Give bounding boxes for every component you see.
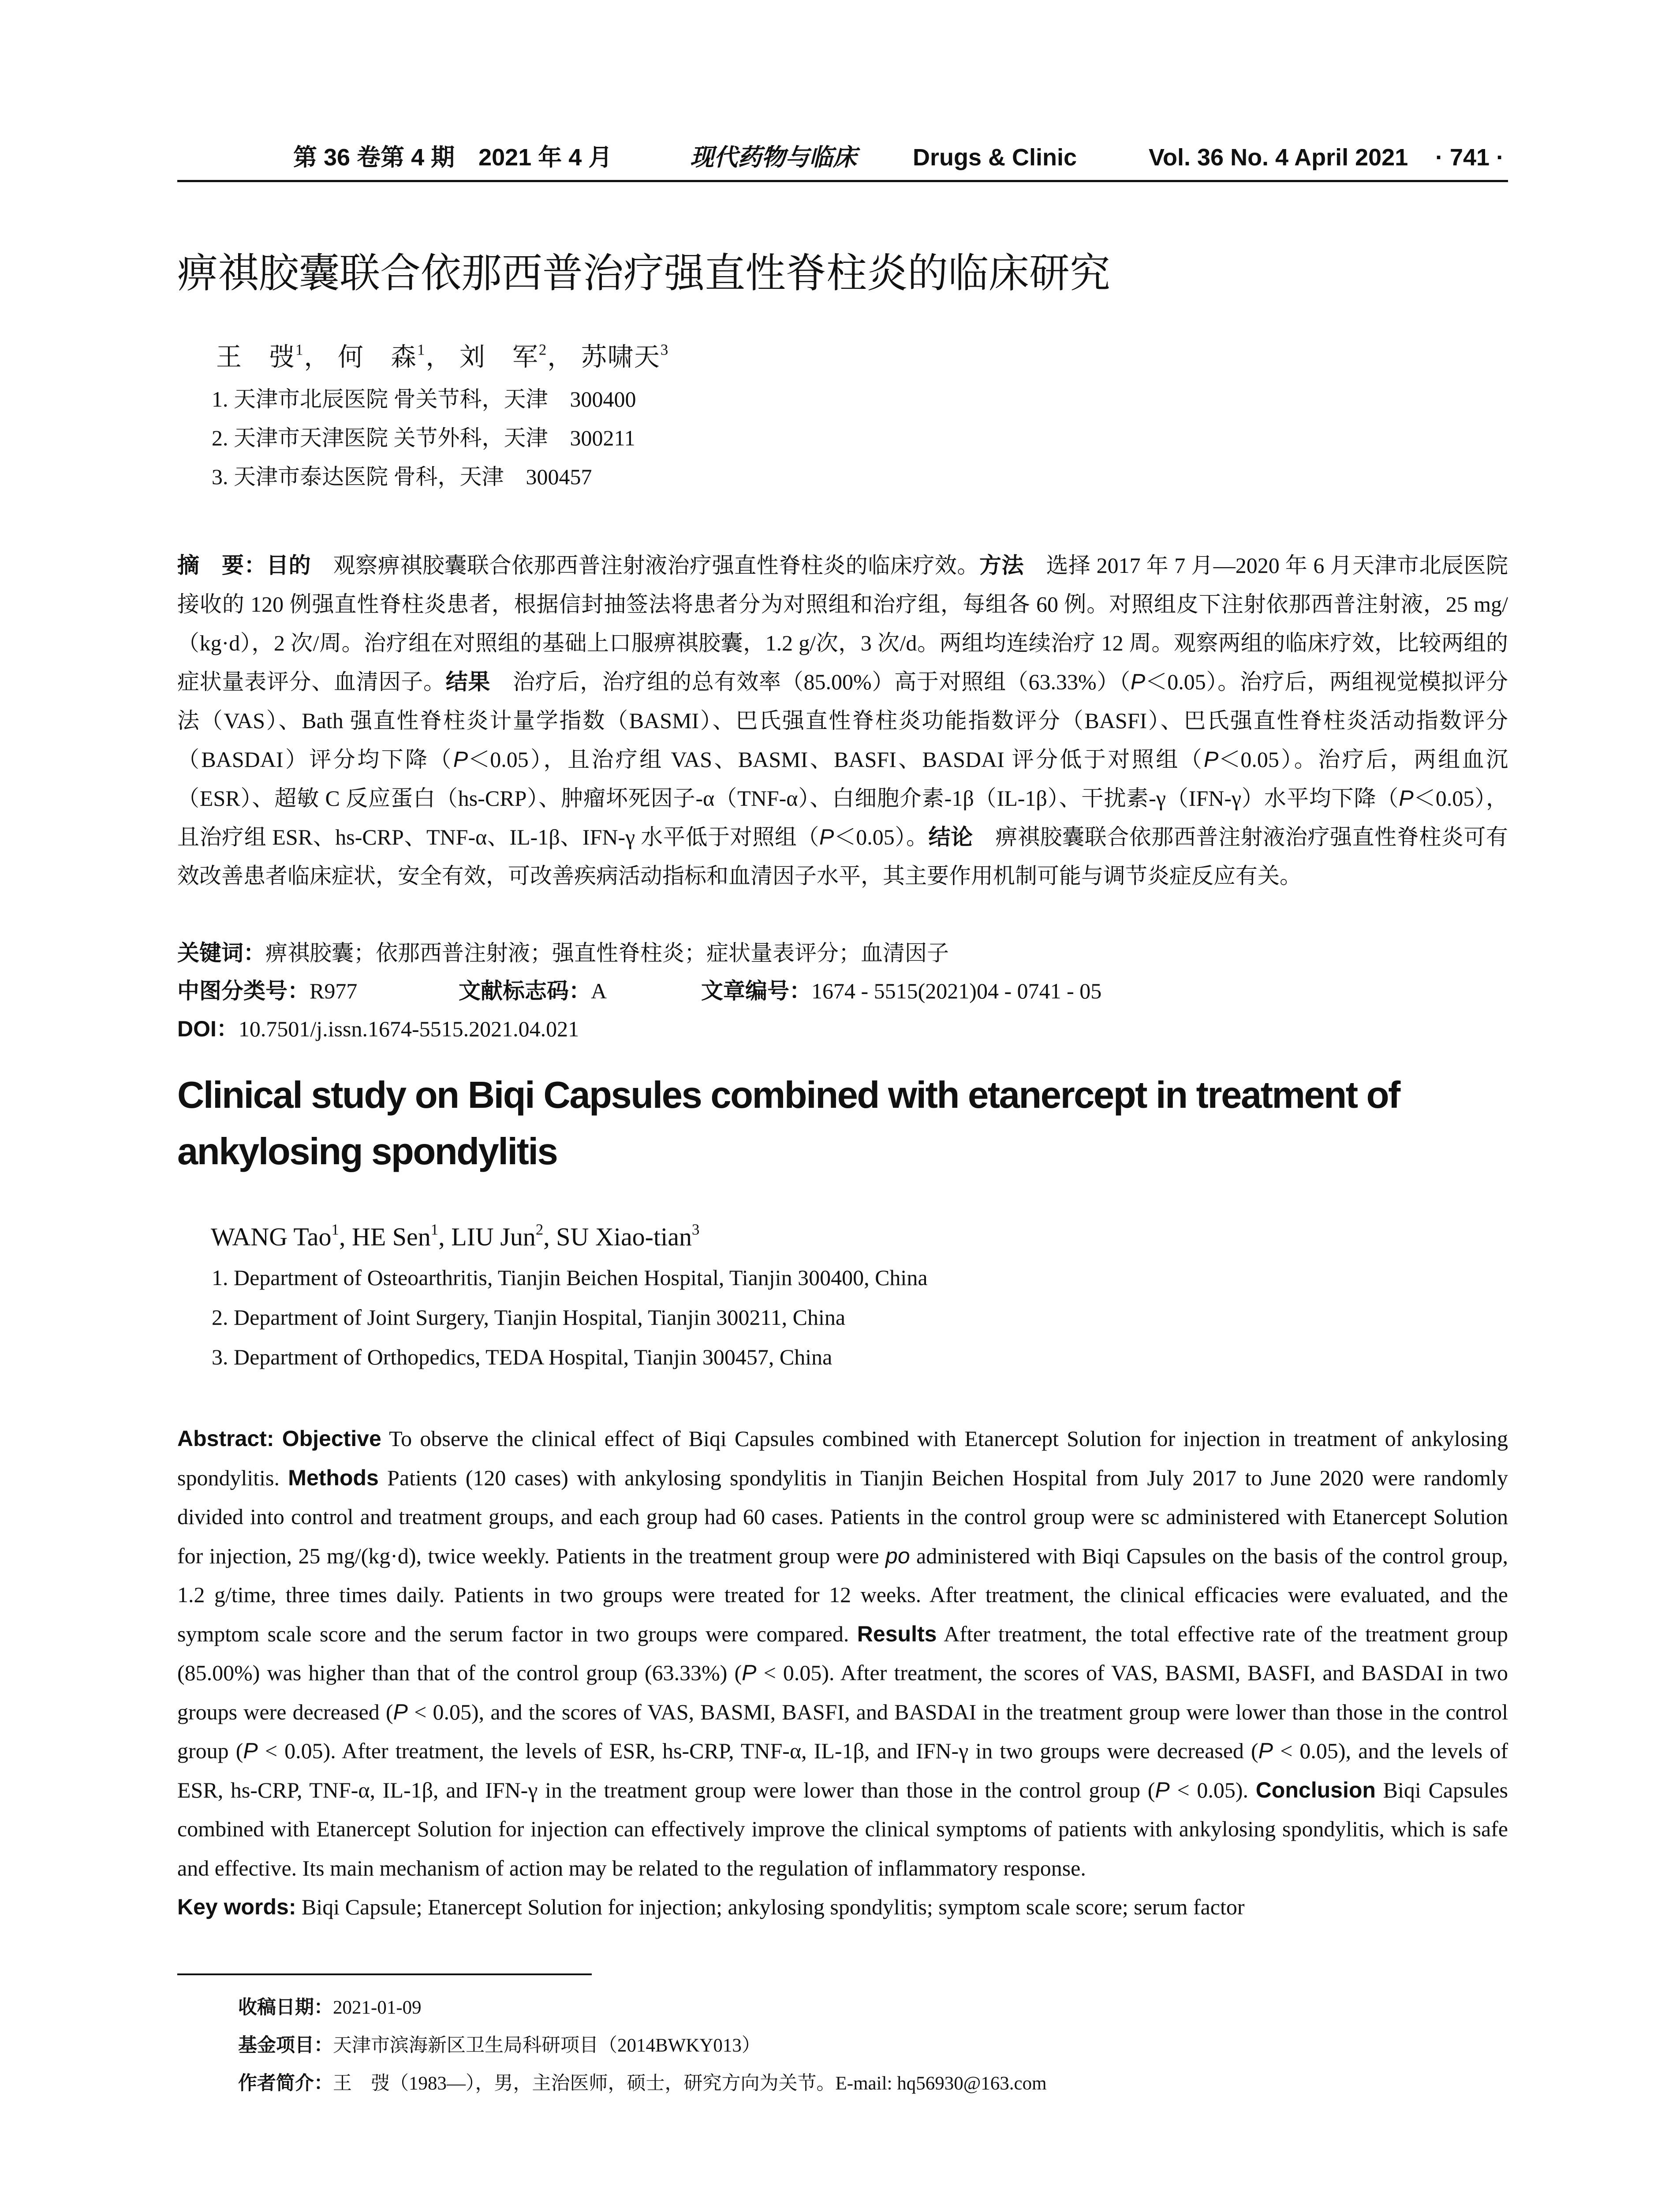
results-text-cn: ＜0.05）。治疗后，两组视觉模拟评分法（VAS）、Bath 强直性脊柱炎计量学指数（BASMI）、巴氏强直性脊柱炎功能指数评分（BASFI）、巴氏强直性脊柱炎活动指数评分（BASDAI）评分均下降（ xyxy=(177,669,1508,772)
po-italic: po xyxy=(885,1543,910,1568)
keywords-label-en: Key words: xyxy=(177,1895,296,1919)
p-value-symbol: P xyxy=(1204,747,1219,772)
p-value-symbol: P xyxy=(453,747,468,772)
results-text-en: < 0.05), and the levels of ESR, hs-CRP, TNF-α, IL-1β, and IFN-γ in the treatment group were lower than those in the control group ( xyxy=(177,1738,1508,1802)
doi-link[interactable]: 10.7501/j.issn.1674-5515.2021.04.021 xyxy=(238,1017,579,1041)
author-cn: 刘 军 xyxy=(459,343,539,371)
p-value-symbol: P xyxy=(393,1699,408,1724)
methods-text-en: Patients (120 cases) with ankylosing spondylitis in Tianjin Beichen Hospital from July 2017 to June 2020 were randomly divided into control and treatment groups, and each group had 60 cases. Patients in the control group were sc administered with Etanercept Solution for injection, 25 mg/(kg·d), twice weekly. Patients in the treatment group were xyxy=(177,1465,1508,1568)
conclusion-text-en: Biqi Capsules combined with Etanercept Solution for injection can effectively improve the clinical symptoms of patients with ankylosing spondylitis, which is safe and effective. Its main mechanism of action may be related to the regulation of inflammatory response. xyxy=(177,1777,1508,1880)
author-en: SU Xiao-tian xyxy=(556,1222,692,1251)
fund-label: 基金项目： xyxy=(238,2035,333,2056)
author-affiliation-marker: 1 xyxy=(430,1221,439,1238)
author-affiliation-marker: 2 xyxy=(535,1221,544,1238)
doi-line xyxy=(177,1013,579,1044)
author-cn: 何 森 xyxy=(337,343,417,371)
conclusion-label-cn: 结论 xyxy=(928,825,973,849)
author-affiliation-marker: 3 xyxy=(660,341,669,359)
header-journal-cn: 现代药物与临床 xyxy=(690,144,857,171)
results-text-en: < 0.05), and the scores of VAS, BASMI, BASFI, and BASDAI in the treatment group were lower than those in the control group ( xyxy=(177,1699,1508,1763)
author-en: HE Sen xyxy=(351,1222,431,1251)
conclusion-label-en: Conclusion xyxy=(1255,1777,1376,1802)
p-value-symbol: P xyxy=(1258,1738,1273,1763)
received-label: 收稿日期： xyxy=(238,1997,333,2018)
results-text-cn: 治疗后，治疗组的总有效率（85.00%）高于对照组（63.33%）（ xyxy=(490,669,1131,694)
results-text-cn: ＜0.05），且治疗组 VAS、BASMI、BASFI、BASDAI 评分低于对照组（ xyxy=(468,747,1204,772)
doi-label: DOI： xyxy=(177,1017,239,1041)
bio-text: 王 弢（1983—），男，主治医师，硕士，研究方向为关节。E-mail: hq56930@163.com xyxy=(333,2073,1047,2094)
results-text-en: < 0.05). xyxy=(1169,1777,1256,1802)
article-number-line xyxy=(701,975,1101,1006)
keywords-text-en: Biqi Capsule; Etanercept Solution for injection; ankylosing spondylitis; symptom scale score; serum factor xyxy=(296,1895,1245,1919)
affiliation-cn: 1. 天津市北辰医院 骨关节科，天津 300400 xyxy=(212,387,636,411)
author-en: LIU Jun xyxy=(451,1222,536,1251)
objective-text-cn: 观察痹祺胶囊联合依那西普注射液治疗强直性脊柱炎的临床疗效。 xyxy=(311,553,979,578)
objective-label-cn: 目的 xyxy=(266,553,311,578)
abstract-cn xyxy=(177,546,1508,895)
header-journal-en: Drugs & Clinic xyxy=(913,144,1077,171)
author-affiliation-marker: 1 xyxy=(417,341,426,359)
author-affiliation-marker: 1 xyxy=(295,341,304,359)
article-title-cn: 痹祺胶囊联合依那西普治疗强直性脊柱炎的临床研究 xyxy=(177,251,1111,296)
doc-code-value: A xyxy=(591,979,607,1003)
methods-label-en: Methods xyxy=(288,1465,379,1490)
abstract-heading-cn: 摘 要： xyxy=(177,553,267,578)
methods-label-cn: 方法 xyxy=(979,553,1024,578)
fund-text: 天津市滨海新区卫生局科研项目（2014BWKY013） xyxy=(333,2035,761,2056)
keywords-cn xyxy=(177,938,949,968)
clc-value: R977 xyxy=(310,979,358,1003)
author-cn: 苏啸天 xyxy=(581,343,661,371)
clc-label: 中图分类号： xyxy=(177,979,310,1003)
results-text-cn: ＜0.05）。 xyxy=(834,825,929,849)
results-label-en: Results xyxy=(857,1621,937,1646)
p-value-symbol: P xyxy=(243,1738,258,1763)
p-value-symbol: P xyxy=(1130,669,1146,694)
objective-text-en: To observe the clinical effect of Biqi Capsules combined with Etanercept Solution for injection in treatment of ankylosing spondylitis. xyxy=(177,1426,1508,1490)
received-date: 2021-01-09 xyxy=(333,1997,422,2018)
methods-text-cn: 选择 2017 年 7 月—2020 年 6 月天津市北辰医院接收的 120 例强直性脊柱炎患者，根据信封抽签法将患者分为对照组和治疗组，每组各 60 例。对照组皮下注射依那西普注射液，25 mg/（kg·d），2 次/周。治疗组在对照组的基础上口服痹祺胶囊，1.2 g/次，3 次/d。两组均连续治疗 12 周。观察两组的临床疗效，比较两组的症状量表评分、血清因子。 xyxy=(177,553,1508,694)
affiliation-en: 3. Department of Orthopedics, TEDA Hospital, Tianjin 300457, China xyxy=(212,1345,833,1369)
doc-code-label: 文献标志码： xyxy=(459,979,591,1003)
p-value-symbol: P xyxy=(742,1660,757,1685)
abstract-heading-en: Abstract: xyxy=(177,1426,274,1451)
affiliation-en: 2. Department of Joint Surgery, Tianjin Hospital, Tianjin 300211, China xyxy=(212,1305,846,1330)
results-text-en: After treatment, the total effective rate of the treatment group (85.00%) was higher than that of the control group (63.33%) ( xyxy=(177,1621,1508,1685)
objective-label-en: Objective xyxy=(282,1426,381,1451)
methods-text-en: administered with Biqi Capsules on the basis of the control group, 1.2 g/time, three times daily. Patients in two groups were treated for 12 weeks. After treatment, the clinical efficacies were evaluated, and the symptom scale score and the serum factor in two groups were compared. xyxy=(177,1543,1508,1646)
article-number-value: 1674 - 5515(2021)04 - 0741 - 05 xyxy=(811,979,1102,1003)
bio-label: 作者简介： xyxy=(238,2073,333,2094)
keywords-label-cn: 关键词： xyxy=(177,941,265,965)
results-text-en: < 0.05). After treatment, the levels of ESR, hs-CRP, TNF-α, IL-1β, and IFN-γ in two groups were decreased ( xyxy=(258,1738,1258,1763)
header-rule xyxy=(177,180,1508,182)
author-en: WANG Tao xyxy=(211,1222,332,1251)
affiliation-cn: 3. 天津市泰达医院 骨科，天津 300457 xyxy=(212,464,592,489)
header-issue-en: Vol. 36 No. 4 April 2021 xyxy=(1149,144,1408,171)
author-affiliation-marker: 3 xyxy=(691,1221,700,1238)
footnote-author-bio xyxy=(238,2069,1047,2098)
header-issue-cn: 第 36 卷第 4 期 2021 年 4 月 xyxy=(293,144,612,171)
footnote-rule xyxy=(177,1973,592,1975)
authors-en: WANG Tao$^1$, HE Sen$^1$, LIU Jun$^2$, SU Xiao-tian$^3$ xyxy=(211,1221,700,1251)
doc-code-line xyxy=(459,975,607,1006)
results-text-cn: ＜0.05），且治疗组 ESR、hs-CRP、TNF-α、IL-1β、IFN-γ 水平低于对照组（ xyxy=(177,786,1508,849)
author-affiliation-marker: 2 xyxy=(538,341,548,359)
results-text-en: < 0.05). After treatment, the scores of VAS, BASMI, BASFI, and BASDAI in two groups were decreased ( xyxy=(177,1660,1508,1724)
article-title-en: Clinical study on Biqi Capsules combined with etanercept in treatment of ankylosing spondylitis xyxy=(177,1074,1400,1173)
p-value-symbol: P xyxy=(1399,786,1414,811)
p-value-symbol: P xyxy=(819,825,834,849)
article-number-label: 文章编号： xyxy=(701,979,811,1003)
author-cn: 王 弢 xyxy=(216,343,296,371)
authors-cn: 王 弢$^1$， 何 森$^1$， 刘 军$^2$， 苏啸天$^3$ xyxy=(216,341,669,371)
affiliation-en: 1. Department of Osteoarthritis, Tianjin Beichen Hospital, Tianjin 300400, China xyxy=(212,1265,928,1290)
keywords-text-cn: 痹祺胶囊；依那西普注射液；强直性脊柱炎；症状量表评分；血清因子 xyxy=(265,941,949,965)
results-text-cn: ＜0.05）。治疗后，两组血沉（ESR）、超敏 C 反应蛋白（hs-CRP）、肿瘤坏死因子-α（TNF-α）、白细胞介素-1β（IL-1β）、干扰素-γ（IFN-γ）水平均下降（ xyxy=(177,747,1508,811)
results-label-cn: 结果 xyxy=(445,669,491,694)
conclusion-text-cn: 痹祺胶囊联合依那西普注射液治疗强直性脊柱炎可有效改善患者临床症状，安全有效，可改善疾病活动指标和血清因子水平，其主要作用机制可能与调节炎症反应有关。 xyxy=(177,825,1508,888)
classification-line xyxy=(177,975,357,1006)
header-page-number: · 741 · xyxy=(1435,144,1505,171)
footnote-fund xyxy=(238,2031,761,2060)
abstract-en xyxy=(177,1419,1508,1927)
p-value-symbol: P xyxy=(1155,1777,1170,1802)
affiliation-cn: 2. 天津市天津医院 关节外科，天津 300211 xyxy=(212,426,635,450)
author-affiliation-marker: 1 xyxy=(331,1221,339,1238)
footnote-received xyxy=(238,1993,422,2022)
